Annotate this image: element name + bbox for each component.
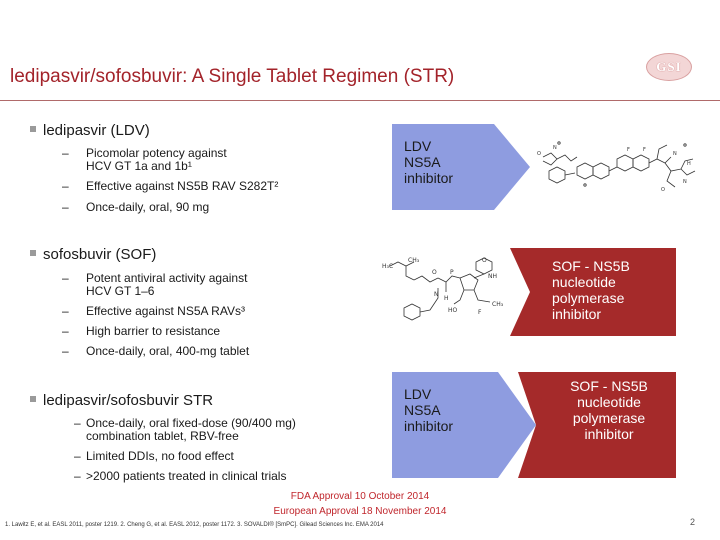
str-item-2: – Limited DDIs, no food effect: [74, 449, 234, 463]
svg-text:H: H: [444, 295, 449, 302]
svg-text:N: N: [673, 151, 677, 157]
svg-text:CH₃: CH₃: [492, 301, 504, 308]
sof-item-2: – Effective against NS5A RAVs³: [62, 304, 245, 318]
bullet-sof: sofosbuvir (SOF): [30, 246, 156, 263]
str-item-1-cont: combination tablet, RBV-free: [86, 429, 239, 443]
svg-text:N: N: [434, 291, 439, 298]
str-item-3: – >2000 patients treated in clinical trials: [74, 469, 287, 483]
bullet-square-icon: [30, 250, 36, 256]
fda-approval-text: FDA Approval 10 October 2014: [290, 491, 430, 502]
bullet-str: ledipasvir/sofosbuvir STR: [30, 392, 213, 409]
sof-item-3: – High barrier to resistance: [62, 324, 221, 338]
svg-text:H: H: [687, 161, 691, 167]
sofosbuvir-structure-image: [380, 254, 512, 338]
bullet-square-icon: [30, 396, 36, 402]
ldv-item-1-cont: HCV GT 1a and 1b¹: [86, 159, 192, 173]
ledipasvir-structure-image: [535, 135, 705, 195]
svg-text:O: O: [432, 269, 437, 276]
eu-approval-text: European Approval 18 November 2014: [273, 506, 447, 517]
svg-text:F: F: [478, 309, 482, 316]
ldv-arrow-bottom: [392, 372, 538, 478]
bullet-ldv: ledipasvir (LDV): [30, 122, 150, 139]
svg-text:H₃C: H₃C: [382, 263, 394, 270]
title-divider: [0, 100, 720, 101]
str-item-1: – Once-daily, oral fixed-dose (90/400 mg): [74, 416, 296, 430]
svg-text:NH: NH: [488, 273, 497, 280]
svg-text:O: O: [482, 257, 487, 264]
ldv-item-1: – Picomolar potency against: [62, 146, 227, 160]
company-logo: GSI: [646, 53, 692, 81]
svg-text:P: P: [450, 269, 454, 276]
sof-item-4: – Once-daily, oral, 400-mg tablet: [62, 344, 250, 358]
svg-text:F: F: [627, 147, 630, 153]
svg-text:F: F: [643, 147, 646, 153]
sof-arrow-bottom: [518, 372, 676, 478]
page-title: ledipasvir/sofosbuvir: A Single Tablet Regimen (STR): [10, 66, 455, 87]
ldv-arrow-top: [392, 124, 532, 210]
svg-text:N: N: [553, 145, 557, 151]
page-number: 2: [690, 517, 696, 527]
sof-arrow-bottom-label: SOF - NS5B nucleotide polymerase inhibitor: [570, 378, 648, 442]
svg-text:CH₃: CH₃: [408, 257, 420, 264]
ldv-item-3: – Once-daily, oral, 90 mg: [62, 200, 210, 214]
sof-item-1-cont: HCV GT 1–6: [86, 284, 155, 298]
svg-text:O: O: [661, 187, 665, 193]
svg-text:N: N: [683, 179, 687, 185]
svg-text:HO: HO: [448, 307, 458, 314]
sof-arrow-top: [510, 248, 676, 336]
ldv-arrow-top-label: LDV NS5A inhibitor: [404, 138, 454, 186]
sof-item-1: – Potent antiviral activity against: [62, 271, 248, 285]
svg-text:O: O: [537, 151, 541, 157]
references-text: 1. Lawitz E, et al. EASL 2011, poster 1219. 2. Cheng G, et al. EASL 2012, poster 1172. 3. SOVALDI® [SmPC]. Gilead Sciences Inc. EMA 2014: [5, 522, 384, 528]
ldv-arrow-bottom-label: LDV NS5A inhibitor: [404, 386, 454, 434]
ldv-item-2: – Effective against NS5B RAV S282T²: [62, 179, 279, 193]
bullet-square-icon: [30, 126, 36, 132]
sof-arrow-top-label: SOF - NS5B nucleotide polymerase inhibitor: [552, 258, 630, 322]
